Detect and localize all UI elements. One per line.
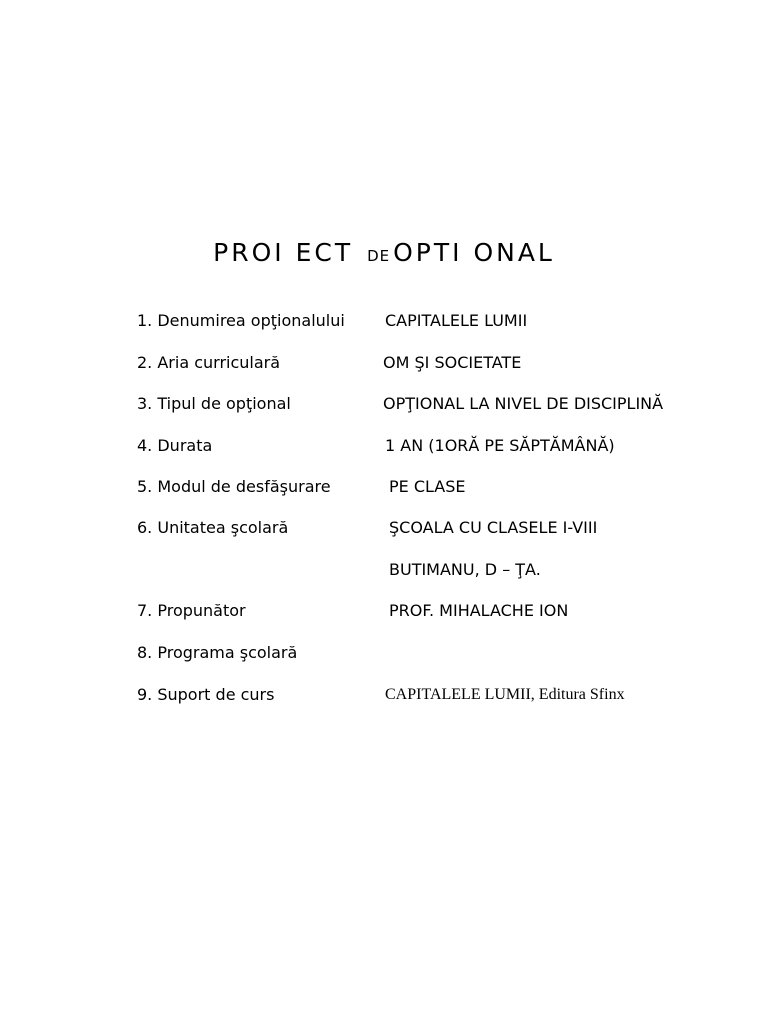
- document-title: [0, 238, 768, 267]
- item-label: 8. Programa şcolară: [137, 643, 298, 662]
- list-item: [0, 475, 768, 499]
- list-item: [0, 309, 768, 333]
- title-part-optional: OPTI ONAL: [393, 238, 555, 267]
- item-label: 5. Modul de desfăşurare: [137, 477, 331, 496]
- list-item: [0, 516, 768, 540]
- list-item: [0, 434, 768, 458]
- item-label: 1. Denumirea opţionalului: [137, 311, 345, 330]
- item-value: OPŢIONAL LA NIVEL DE DISCIPLINĂ: [383, 394, 664, 413]
- item-value: PE CLASE: [389, 477, 466, 496]
- title-part-de: DE: [367, 247, 391, 265]
- item-label: 6. Unitatea şcolară: [137, 518, 289, 537]
- item-label: 4. Durata: [137, 436, 213, 455]
- item-label: 3. Tipul de opţional: [137, 394, 291, 413]
- item-value: CAPITALELE LUMII, Editura Sfinx: [385, 686, 625, 703]
- title-part-proiect: PROI ECT: [213, 238, 354, 267]
- item-value: CAPITALELE LUMII: [385, 311, 528, 330]
- item-label: 2. Aria curriculară: [137, 353, 281, 372]
- item-label: 7. Propunător: [137, 601, 246, 620]
- list-item: [0, 392, 768, 416]
- item-value: BUTIMANU, D – ŢA.: [389, 560, 541, 579]
- list-item: [0, 683, 768, 707]
- item-value: PROF. MIHALACHE ION: [389, 601, 569, 620]
- list-item: [0, 599, 768, 623]
- item-label: 9. Suport de curs: [137, 685, 275, 704]
- item-value: 1 AN (1ORĂ PE SĂPTĂMÂNĂ): [385, 436, 615, 455]
- list-item: [0, 641, 768, 665]
- list-item-continuation: [0, 558, 768, 582]
- item-value: OM ŞI SOCIETATE: [383, 353, 522, 372]
- item-value: ŞCOALA CU CLASELE I-VIII: [389, 518, 598, 537]
- list-item: [0, 351, 768, 375]
